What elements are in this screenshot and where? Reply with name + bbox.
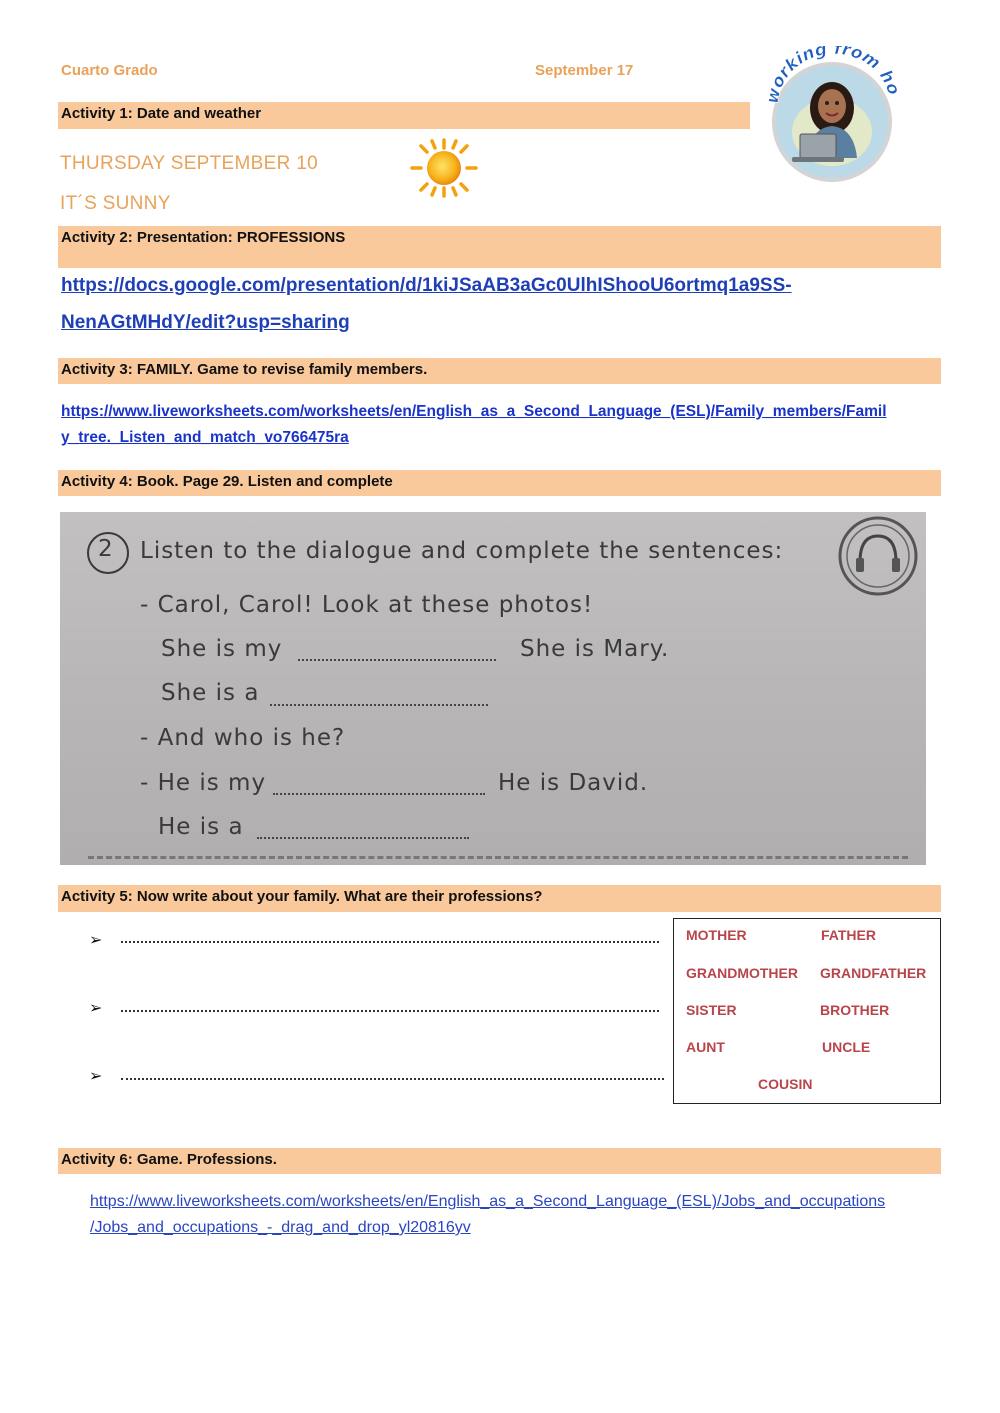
working-from-home-logo — [762, 46, 902, 182]
dialogue-line-2b: She is Mary. — [520, 636, 670, 662]
write-line-3[interactable] — [121, 1078, 664, 1080]
word-sister: SISTER — [686, 1002, 737, 1018]
presentation-link-line2[interactable]: NenAGtMHdY/edit?usp=sharing — [61, 312, 350, 333]
dialogue-line-5: - He is my — [140, 770, 267, 796]
activity6-title: Activity 6: Game. Professions. — [58, 1148, 941, 1174]
family-word-bank — [673, 918, 941, 1104]
professions-game-link-line1[interactable]: https://www.liveworksheets.com/worksheets/en/English_as_a_Second_Language_(ESL)/Jobs_and_occupations — [90, 1193, 886, 1210]
professions-game-link-line2[interactable]: /Jobs_and_occupations_-_drag_and_drop_yl20816yv — [90, 1219, 471, 1236]
word-mother: MOTHER — [686, 927, 747, 943]
photo-bottom-rule — [88, 856, 908, 859]
bullet-1: ➢ — [89, 932, 103, 949]
book-page-photo — [60, 512, 926, 865]
weather-line: IT´S SUNNY — [60, 193, 171, 214]
bullet-2: ➢ — [89, 1000, 103, 1017]
blank-line-1 — [298, 659, 496, 661]
presentation-link-line1[interactable]: https://docs.google.com/presentation/d/1kiJSaAB3aGc0UlhIShooU6ortmq1a9SS- — [61, 275, 792, 296]
family-game-link-line2[interactable]: y_tree._Listen_and_match_vo766475ra — [61, 429, 349, 446]
headphones-icon — [836, 514, 920, 598]
word-brother: BROTHER — [820, 1002, 890, 1018]
dialogue-line-3: She is a — [161, 680, 260, 706]
dialogue-line-2: She is my — [161, 636, 283, 662]
word-aunt: AUNT — [686, 1039, 725, 1055]
day-line: THURSDAY SEPTEMBER 10 — [60, 153, 318, 174]
exercise-heading: Listen to the dialogue and complete the sentences: — [140, 538, 784, 564]
blank-line-4 — [257, 837, 469, 839]
dialogue-line-6: He is a — [158, 814, 244, 840]
write-line-1[interactable] — [121, 941, 659, 943]
blank-line-3 — [273, 793, 485, 795]
word-father: FATHER — [821, 927, 876, 943]
dialogue-line-4: - And who is he? — [140, 725, 346, 751]
word-cousin: COUSIN — [758, 1076, 813, 1092]
dialogue-line-5b: He is David. — [498, 770, 649, 796]
write-line-2[interactable] — [121, 1010, 659, 1012]
blank-line-2 — [270, 704, 488, 706]
family-game-link-line1[interactable]: https://www.liveworksheets.com/worksheets/en/English_as_a_Second_Language_(ESL)/Family_members/Famil — [61, 403, 887, 420]
activity4-title: Activity 4: Book. Page 29. Listen and complete — [58, 470, 941, 496]
dialogue-line-1: - Carol, Carol! Look at these photos! — [140, 592, 594, 618]
activity1-title: Activity 1: Date and weather — [58, 102, 750, 129]
date-label: September 17 — [535, 62, 634, 79]
activity2-title: Activity 2: Presentation: PROFESSIONS — [58, 226, 941, 268]
activity5-title: Activity 5: Now write about your family. What are their professions? — [58, 885, 941, 912]
grade-label: Cuarto Grado — [61, 62, 158, 79]
bullet-3: ➢ — [89, 1068, 103, 1085]
sun-icon — [408, 137, 480, 199]
word-grandmother: GRANDMOTHER — [686, 965, 798, 981]
word-uncle: UNCLE — [822, 1039, 871, 1055]
word-grandfather: GRANDFATHER — [820, 965, 927, 981]
exercise-number: 2 — [98, 536, 114, 562]
activity3-title: Activity 3: FAMILY. Game to revise family members. — [58, 358, 941, 384]
logo-text: working from ho — [762, 46, 902, 106]
